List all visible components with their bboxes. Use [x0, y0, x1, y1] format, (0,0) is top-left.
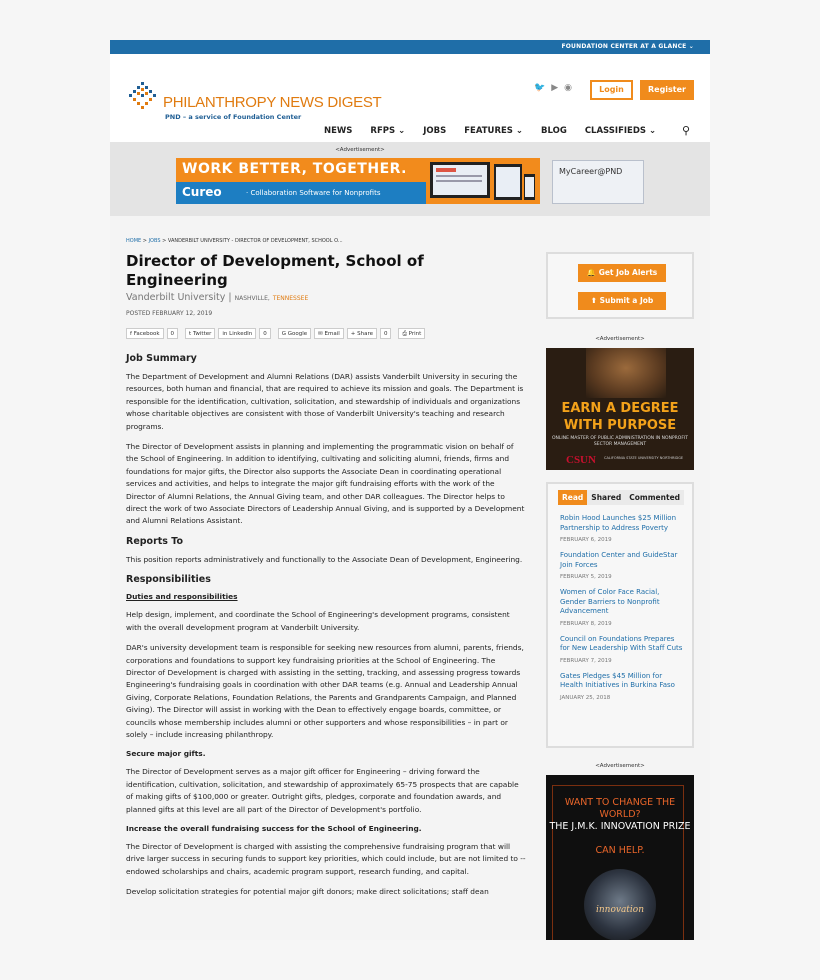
news-link[interactable]: Robin Hood Launches $25 Million Partnership to Address Poverty — [560, 514, 677, 532]
ad-label: <Advertisement> — [335, 147, 385, 153]
news-date: JANUARY 25, 2018 — [560, 694, 611, 701]
paragraph: The Department of Development and Alumni Relations (DAR) assists Vanderbilt University in securing the resources, both human and financial, that are required to achieve its mission and goals. The Department is responsible for the identification, cultivation, solicitation, and stewardship of individuals and organizations whose charitable objectives are consistent with those of Vanderbilt University's teaching and research programs. — [126, 372, 524, 431]
get-job-alerts-button[interactable]: 🔔 Get Job Alerts — [578, 264, 666, 282]
paragraph: Help design, implement, and coordinate the School of Engineering's development programs, consistent with the overall development program at Vanderbilt University. — [126, 610, 510, 632]
banner-tagline: · Collaboration Software for Nonprofits — [246, 189, 381, 197]
posted-date: POSTED FEBRUARY 12, 2019 — [126, 310, 213, 317]
news-link[interactable]: Gates Pledges $45 Million for Health Initiatives in Burkina Faso — [560, 671, 675, 689]
ad-label: <Advertisement> — [595, 336, 645, 342]
rss-icon[interactable]: ◉ — [564, 83, 572, 93]
google-share-button[interactable]: G Google — [278, 328, 311, 339]
addthis-share-count: 0 — [380, 328, 392, 339]
paragraph: The Director of Development assists in planning and implementing the programmatic vision on behalf of the School of Engineering. In addition to identifying, cultivating and soliciting alumni, friends, firms and foundations for major gifts, the Director also supports the Associate Dean in coordinating operational services and activities, and helps to integrate the major gift fundraising efforts with the work of the Director of Alumni Relations, the Annual Giving team, and other DAR colleagues. The Director helps to direct the work of two Associate Directors of Leadership Annual Giving, and is supported by a Development and Alumni Relations Assistant. — [126, 442, 525, 526]
site-logo-title[interactable]: PHILANTHROPY NEWS DIGEST — [163, 94, 382, 111]
jmk-innovation-prize-ad[interactable] — [546, 775, 694, 940]
ad-label: <Advertisement> — [595, 763, 645, 769]
site-logo-subtitle: PND – a service of Foundation Center — [165, 113, 302, 121]
facebook-share-count: 0 — [167, 328, 179, 339]
linkedin-share-count: 0 — [259, 328, 271, 339]
duties-subheading: Duties and responsibilities — [126, 592, 238, 602]
bold-subheading: Increase the overall fundraising success for the School of Engineering. — [126, 823, 422, 833]
list-item — [560, 672, 684, 701]
facebook-share-button[interactable]: f Facebook — [126, 328, 164, 339]
csun-ad[interactable] — [546, 348, 694, 470]
bold-subheading: Secure major gifts. — [126, 749, 206, 759]
list-item — [560, 551, 684, 580]
news-date: FEBRUARY 6, 2019 — [560, 537, 612, 543]
login-button[interactable]: Login — [590, 80, 633, 100]
banner-headline: WORK BETTER, TOGETHER. — [182, 161, 407, 177]
breadcrumb-sep: > — [142, 238, 147, 244]
news-link[interactable]: Foundation Center and GuideStar Join Forces — [560, 551, 678, 569]
devices-illustration-icon — [428, 160, 536, 202]
nav-item-features[interactable]: FEATURES ⌄ — [464, 126, 524, 136]
ad-headline: EARN A DEGREE WITH PURPOSE — [561, 401, 679, 433]
news-tabs — [558, 490, 684, 505]
nav-item-rfps[interactable]: RFPS ⌄ — [370, 126, 406, 136]
share-bar — [126, 328, 425, 339]
nav-item-classifieds[interactable]: CLASSIFIEDS ⌄ — [584, 126, 657, 136]
register-button[interactable]: Register — [640, 80, 694, 100]
job-description — [126, 353, 526, 907]
news-date: FEBRUARY 7, 2019 — [560, 657, 612, 664]
submit-job-button[interactable]: ⬆ Submit a Job — [578, 292, 666, 310]
news-date: FEBRUARY 8, 2019 — [560, 620, 612, 627]
breadcrumb-sep: > — [162, 238, 167, 244]
news-link[interactable]: Women of Color Face Racial, Gender Barriers to Nonprofit Advancement — [560, 588, 660, 615]
email-share-button[interactable]: ✉ Email — [314, 328, 344, 339]
ad-band — [110, 142, 710, 216]
employer-name[interactable]: Vanderbilt University — [126, 292, 226, 303]
paragraph: The Director of Development is charged with assisting the comprehensive fundraising program that will drive larger success in securing funds to support key priorities, which could include, but are not limited to -- endowed scholarships and chairs, academic program support, research funding, and capital. — [126, 841, 526, 876]
section-heading-summary: Job Summary — [126, 353, 197, 364]
breadcrumb — [126, 238, 343, 244]
paragraph: Develop solicitation strategies for potential major gift donors; make direct solicitations; staff dean — [126, 887, 489, 897]
ad-bulb-text: innovation — [595, 905, 645, 915]
employer-line: Vanderbilt University | NASHVILLE, TENNESSEE — [126, 292, 309, 303]
social-links — [534, 83, 572, 93]
twitter-share-button[interactable]: t Twitter — [185, 328, 215, 339]
ad-line: THE J.M.K. INNOVATION PRIZE — [549, 821, 691, 832]
nav-item-jobs[interactable]: JOBS — [423, 126, 447, 136]
tab-read[interactable]: Read — [558, 490, 587, 505]
breadcrumb-jobs[interactable]: JOBS — [148, 238, 161, 244]
youtube-icon[interactable]: ▶ — [551, 83, 559, 93]
twitter-icon[interactable]: 🐦 — [534, 83, 546, 93]
banner-brand: Cureo — [182, 185, 222, 199]
tab-commented[interactable]: Commented — [625, 490, 684, 505]
pnd-logo-icon[interactable] — [126, 80, 160, 114]
ad-brand-sub: CALIFORNIA STATE UNIVERSITY NORTHRIDGE — [604, 456, 684, 460]
search-icon[interactable]: ⚲ — [682, 124, 691, 137]
mycareer-ad[interactable]: MyCareer@PND — [552, 160, 644, 204]
ad-subtext: ONLINE MASTER OF PUBLIC ADMINISTRATION IN NONPROFIT SECTOR MANAGEMENT — [552, 436, 688, 447]
page — [110, 40, 710, 940]
list-item — [560, 635, 684, 664]
list-item — [560, 514, 684, 543]
page-title: Director of Development, School of Engineering — [126, 252, 424, 289]
nav-item-blog[interactable]: BLOG — [541, 126, 567, 136]
ad-photo — [586, 348, 666, 398]
foundation-center-menu[interactable]: FOUNDATION CENTER AT A GLANCE ⌄ — [110, 40, 710, 54]
job-state[interactable]: TENNESSEE — [272, 295, 309, 302]
addthis-share-button[interactable]: + Share — [347, 328, 377, 339]
cureo-banner-ad[interactable] — [176, 158, 540, 204]
nav-item-news[interactable]: NEWS — [324, 126, 353, 136]
list-item — [560, 588, 684, 627]
breadcrumb-home[interactable]: HOME — [126, 238, 142, 244]
breadcrumb-current: VANDERBILT UNIVERSITY - DIRECTOR OF DEVELOPMENT, SCHOOL O... — [167, 238, 343, 244]
ad-line: CAN HELP. — [595, 845, 645, 856]
tab-shared[interactable]: Shared — [587, 490, 625, 505]
section-heading-reports: Reports To — [126, 535, 184, 547]
job-actions-box — [546, 252, 694, 319]
section-heading-responsibilities: Responsibilities — [126, 574, 211, 586]
ad-line: WANT TO CHANGE THE WORLD? — [564, 797, 676, 820]
news-date: FEBRUARY 5, 2019 — [560, 574, 612, 580]
job-city: NASHVILLE, — [234, 295, 270, 302]
linkedin-share-button[interactable]: in LinkedIn — [218, 328, 256, 339]
paragraph: This position reports administratively and functionally to the Associate Dean of Development, Engineering. — [126, 554, 523, 564]
paragraph: DAR's university development team is responsible for seeking new resources from alumni, parents, friends, corporations and foundations to support key fundraising priorities at the School of Engineering. The Director of Development is charged with assisting in the setting, tracking, and assessing progress towards Engineering's fundraising goals in coordination with other DAR teams (e.g. Annual and Leadership Annual Giving, Corporate Relations, Foundation Relations, the Parents and Grandparents Campaign, and Planned Giving). The Director will assist in working with the Dean to effectively engage boards, committee, or councils whose membership includes alumni or other supporters and whose responsibilities – in part or solely – include increasing philanthropy. — [126, 643, 524, 739]
main-nav — [324, 124, 691, 137]
site-header — [110, 54, 710, 142]
print-button[interactable]: ⎙ Print — [398, 328, 425, 339]
news-list — [560, 514, 684, 709]
popular-news-box — [546, 482, 694, 748]
ad-brand: CSUN — [566, 454, 596, 466]
news-link[interactable]: Council on Foundations Prepares for New Leadership With Staff Cuts — [560, 634, 683, 652]
paragraph: The Director of Development serves as a major gift officer for Engineering – driving forward the identification, cultivation, solicitation, and stewardship of approximately 65-75 prospects that are capable of making gifts of $100,000 or greater. Outright gifts, pledges, corporate and foundation awards, and planned gifts at this level are all part of the Director of Development's portfolio. — [126, 767, 519, 814]
